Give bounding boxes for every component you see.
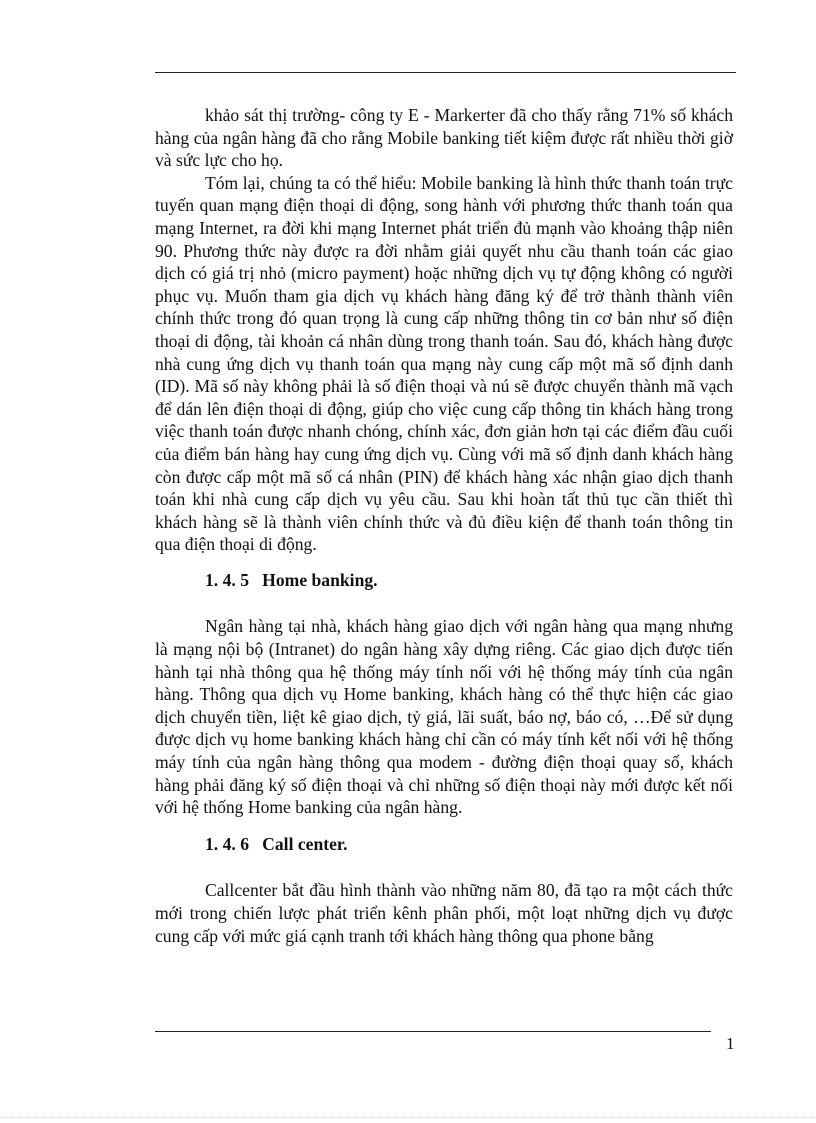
paragraph-mobile-banking-summary: Tóm lại, chúng ta có thể hiểu: Mobile banking là hình thức thanh toán trực tuyến quan mạng điện thoại di động, song hành với phương thức thanh toán qua mạng Internet, ra đời khi mạng Internet phát triển đủ mạnh vào khoảng thập niên 90. Phương thức này được ra đời nhằm giải quyết nhu cầu thanh toán các giao dịch có giá trị nhỏ (micro payment) hoặc những dịch vụ tự động không có người phục vụ. Muốn tham gia dịch vụ khách hàng đăng ký để trở thành thành viên chính thức trong đó quan trọng là cung cấp những thông tin cơ bản như số điện thoại di động, tài khoản cá nhân dùng trong thanh toán. Sau đó, khách hàng được nhà cung ứng dịch vụ thanh toán qua mạng này cung cấp một mã số định danh (ID). Mã số này không phải là số điện thoại và nú sẽ được chuyển thành mã vạch để dán lên điện thoại di động, giúp cho việc cung cấp thông tin khách hàng trong việc thanh toán được nhanh chóng, chính xác, đơn giản hơn tại các điểm đầu cuối của điểm bán hàng hay cung ứng dịch vụ. Cùng với mã số định danh khách hàng còn được cấp một mã số cá nhân (PIN) để khách hàng xác nhận giao dịch thanh toán khi nhà cung cấp dịch vụ yêu cầu. Sau khi hoàn tất thủ tục cần thiết thì khách hàng sẽ là thành viên chính thức và đủ điều kiện để thanh toán thông tin qua điện thoại di động. bbox=[155, 172, 733, 555]
page-number: 1 bbox=[726, 1034, 735, 1053]
page-body bbox=[155, 104, 733, 947]
page-edge-divider bbox=[0, 1117, 816, 1118]
paragraph-call-center: Callcenter bắt đầu hình thành vào những năm 80, đã tạo ra một cách thức mới trong chiến lược phát triển kênh phân phối, một loạt những dịch vụ được cung cấp với mức giá cạnh tranh tới khách hàng thông qua phone bằng bbox=[155, 880, 733, 946]
paragraph-home-banking: Ngân hàng tại nhà, khách hàng giao dịch với ngân hàng qua mạng nhưng là mạng nội bộ (Intranet) do ngân hàng xây dựng riêng. Các giao dịch được tiến hành tại nhà thông qua hệ thống máy tính nối với hệ thống máy tính của ngân hàng. Thông qua dịch vụ Home banking, khách hàng có thể thực hiện các giao dịch chuyển tiền, liệt kê giao dịch, tỷ giá, lãi suất, báo nợ, báo có, …Để sử dụng được dịch vụ home banking khách hàng chỉ cần có máy tính kết nối với hệ thống máy tính của ngân hàng thông qua modem - đường điện thoại quay số, khách hàng phải đăng ký số điện thoại và chỉ những số điện thoại này mới được kết nối với hệ thống Home banking của ngân hàng. bbox=[155, 616, 733, 818]
paragraph-mobile-banking-survey: khảo sát thị trường- công ty E - Markerter đã cho thấy rằng 71% số khách hàng của ngân hàng đã cho rằng Mobile banking tiết kiệm được rất nhiều thời giờ và sức lực cho họ. bbox=[155, 105, 733, 171]
header-rule bbox=[155, 72, 736, 73]
footer-rule bbox=[155, 1031, 711, 1032]
section-heading-call-center: 1. 4. 6 Call center. bbox=[205, 833, 348, 854]
section-heading-home-banking: 1. 4. 5 Home banking. bbox=[205, 569, 378, 590]
